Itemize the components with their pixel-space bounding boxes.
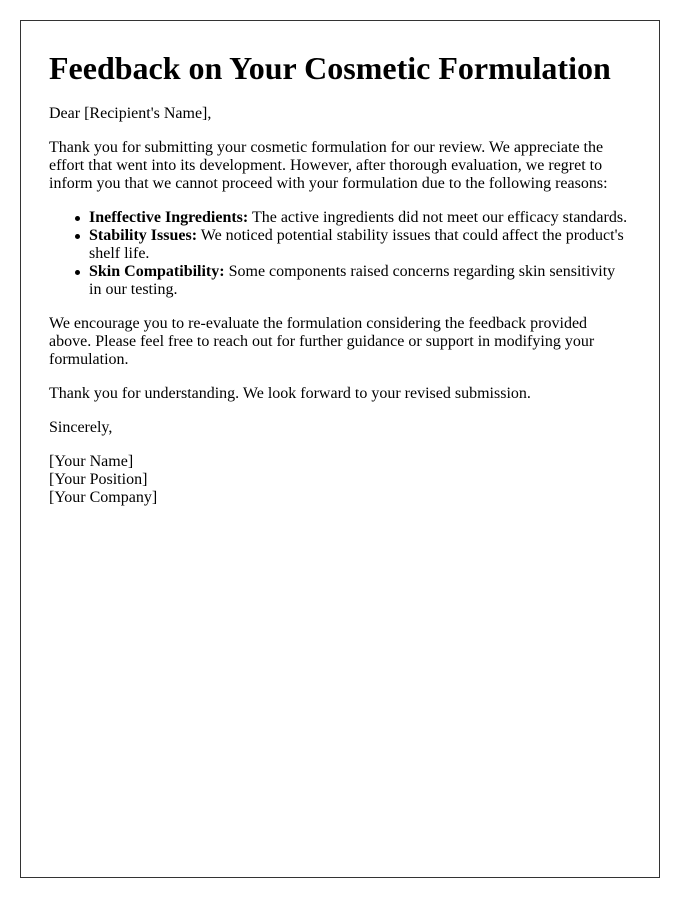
reasons-list xyxy=(49,209,631,299)
signature-name: [Your Name] xyxy=(49,453,134,470)
reason-item-skin-compatibility xyxy=(89,263,631,299)
letter-title: Feedback on Your Cosmetic Formulation xyxy=(49,50,611,86)
intro-paragraph: Thank you for submitting your cosmetic formulation for our review. We appreciate the effort that went into its development. However, after thorough evaluation, we regret to inform you that we cannot proceed with your formulation due to the following reasons: xyxy=(49,139,608,192)
reason-heading: Stability Issues: xyxy=(89,227,198,244)
bullet-icon xyxy=(75,216,80,221)
reason-item-stability-issues xyxy=(89,227,631,263)
thanks-paragraph: Thank you for understanding. We look forward to your revised submission. xyxy=(49,385,531,402)
reason-item-ineffective-ingredients xyxy=(89,209,631,227)
reason-heading: Ineffective Ingredients: xyxy=(89,209,249,226)
salutation: Dear [Recipient's Name], xyxy=(49,105,212,122)
reason-text: We noticed potential stability issues that could affect the product's shelf life. xyxy=(89,227,624,262)
reason-text: The active ingredients did not meet our efficacy standards. xyxy=(248,209,628,226)
reason-text: Some components raised concerns regarding skin sensitivity in our testing. xyxy=(89,263,616,298)
closing: Sincerely, xyxy=(49,419,113,436)
encouragement-paragraph: We encourage you to re-evaluate the formulation considering the feedback provided above. Please feel free to reach out for further guidance or support in modifying your formulation. xyxy=(49,315,595,368)
bullet-icon xyxy=(75,270,80,275)
reason-heading: Skin Compatibility: xyxy=(89,263,225,280)
letter-container xyxy=(20,20,660,878)
bullet-icon xyxy=(75,234,80,239)
signature-position: [Your Position] xyxy=(49,471,148,488)
signature-block xyxy=(49,453,631,507)
signature-company: [Your Company] xyxy=(49,489,158,506)
